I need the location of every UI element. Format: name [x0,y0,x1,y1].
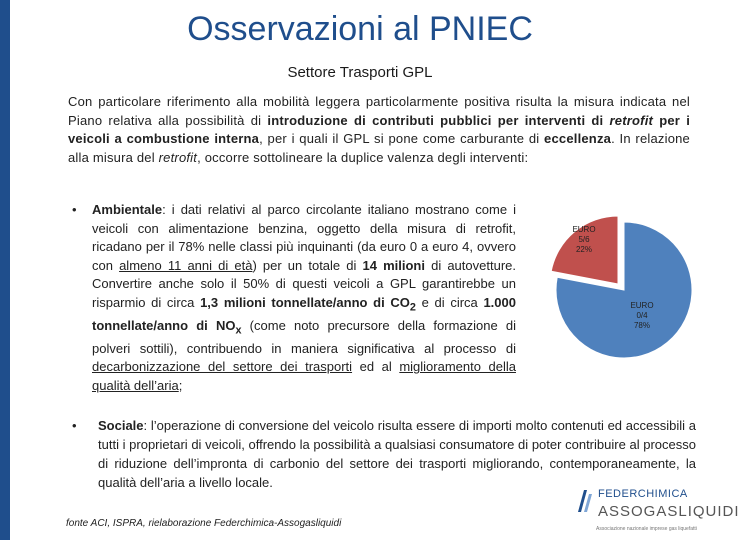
logo-line2: ASSOGASLIQUIDI [598,503,740,520]
source-note: fonte ACI, ISPRA, rielaborazione Federchimica-Assogasliquidi [66,518,342,529]
assogasliquidi-logo [576,486,740,540]
pie-label-0-4-1: 0/4 [636,311,648,320]
pie-label-5-6-0: EURO [572,225,596,234]
bullet-ambientale: • Ambientale: i dati relativi al parco circolante italiano mostrano come i veicoli con alimentazione benzina, oggetto della misura di retrofit, ricadano per il 78% nelle classi più inquinanti (da euro 0 a euro 4, ovvero con almeno 11 anni di età) per un totale di 14 milioni di autovetture. Convertire anche solo il 50% di questi veicoli a GPL garantirebbe un risparmio di circa 1,3 milioni tonnellate/anno di $CO_2$ e di circa 1.000 tonnellate/anno di $NO_x$ (come noto precursore della formazione di polveri sottili), contribuendo in maniera significativa al processo di decarbonizzazione del settore dei trasporti ed al miglioramento della qualità dell’aria; [72,202,516,393]
left-accent-bar [0,0,10,540]
nox-savings: 1.000 tonnellate/anno di $NO_x$ [92,294,516,337]
euro-class-pie-chart [538,212,718,362]
pie-label-0-4-0: EURO [630,301,654,310]
co2-savings: 1,3 milioni tonnellate/anno di $CO_2$ [200,294,416,314]
pie-label-0-4-2: 78% [633,321,651,330]
logo-tagline: Associazione nazionale imprese gas liquefatti [596,526,697,532]
bullet-sociale: • Sociale: l’operazione di conversione del veicolo risulta essere di importi molto contenuti ed accessibili a tutti i proprietari di veicoli, offrendo la possibilità a qualsiasi consumatore di poter contribuire al processo di riduzione dell’impronta di carbonio del settore dei trasporti migliorando, contemporaneamente, la qualità dell’aria a livello locale. [72,418,696,490]
page-subtitle: Settore Trasporti GPL [287,64,433,81]
pie-label-5-6-1: 5/6 [578,235,590,244]
bullet-icon: • [72,202,77,217]
logo-line1: FEDERCHIMICA [598,488,688,500]
pie-label-5-6-2: 22% [575,245,593,254]
intro-paragraph: Con particolare riferimento alla mobilità leggera particolarmente positiva risulta la misura indicata nel Piano relativa alla possibilità di introduzione di contributi pubblici per interventi di retrofit per i veicoli a combustione interna, per i quali il GPL si pone come carburante di eccellenza. In relazione alla misura del retrofit, occorre sottolineare la duplice valenza degli interventi: [68,94,691,165]
bullet-icon: • [72,418,77,433]
logo-mark-icon [576,488,594,514]
page-title: Osservazioni al PNIEC [187,10,533,48]
